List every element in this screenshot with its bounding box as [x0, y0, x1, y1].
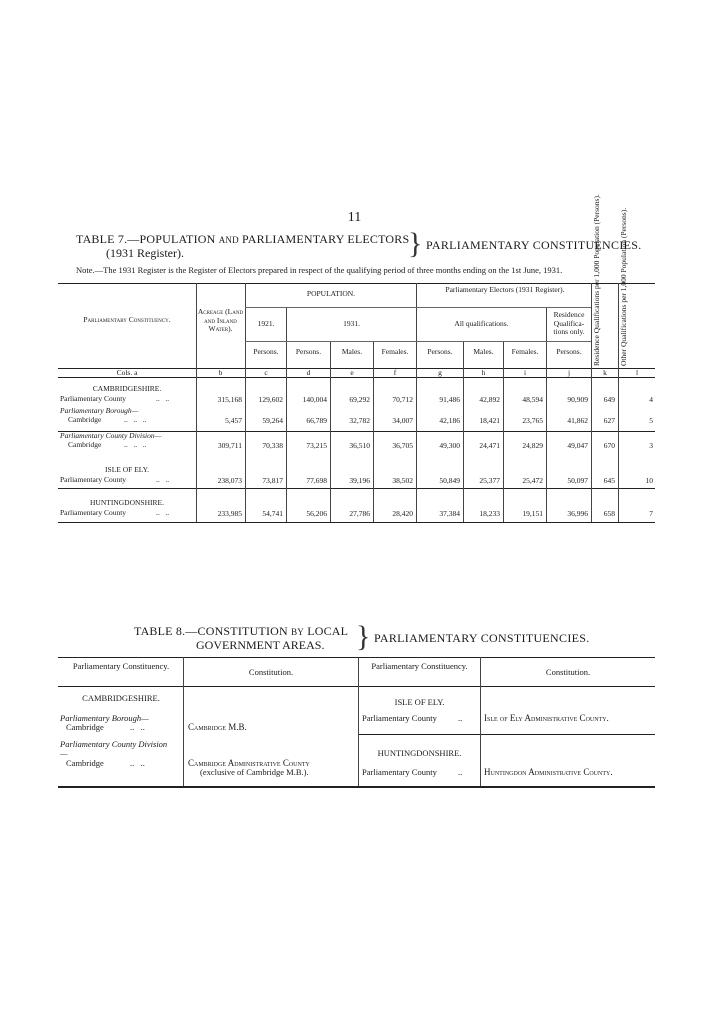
table7-cell: 24,471 — [479, 441, 500, 450]
table7-col-rule — [416, 283, 417, 522]
table8-heading: CAMBRIDGESHIRE. — [82, 693, 160, 703]
table7-title-sub: (1931 Register). — [106, 246, 184, 260]
row-prefix: Parliamentary Borough— — [60, 406, 139, 415]
table7-cell: 25,472 — [522, 476, 543, 485]
col-letter: f — [393, 368, 397, 377]
table7-cell: 34,007 — [392, 416, 413, 425]
table8-division-name: Cambridge — [66, 758, 104, 768]
table8-borough-constitution: Cambridge M.B. — [188, 722, 247, 732]
table7-cell: 39,196 — [349, 476, 370, 485]
table7-cell: 238,073 — [217, 476, 242, 485]
table7-cell: 69,292 — [349, 395, 370, 404]
table8-header-constitution: Constitution. — [248, 667, 294, 677]
table7-group-rule — [58, 488, 655, 489]
table7-cell: 73,215 — [306, 441, 327, 450]
table7-cell: 36,510 — [349, 441, 370, 450]
table7-cell: 36,705 — [392, 441, 413, 450]
table7-bottom-rule — [58, 522, 655, 523]
header-year-1921: 1921. — [257, 319, 275, 328]
header-constituency: Parliamentary Constituency. — [83, 315, 171, 324]
table7-cell: 91,486 — [439, 395, 460, 404]
col-letter: b — [218, 368, 223, 377]
row-label: Parliamentary County — [60, 475, 127, 484]
table7-title-and: AND — [218, 235, 239, 245]
table7-cell: 10 — [645, 476, 653, 485]
row-label: Cambridge — [68, 415, 102, 424]
header-males: Males. — [473, 347, 494, 356]
table8-heading: ISLE OF ELY. — [394, 697, 445, 707]
header-persons: Persons. — [556, 347, 582, 356]
page-number: 11 — [347, 210, 362, 225]
table7-cell: 24,829 — [522, 441, 543, 450]
table8-title-right: PARLIAMENTARY CONSTITUENCIES. — [374, 631, 590, 645]
table8-borough-name: Cambridge — [66, 722, 104, 732]
table7-note: Note.—The 1931 Register is the Register of Electors prepared in respect of the qualifying period of three months ending on the 1st June, 1931. — [76, 265, 563, 275]
table8-division-constitution: Cambridge Administrative County — [188, 758, 310, 768]
table8-top-rule — [58, 657, 655, 658]
col-letter: d — [306, 368, 311, 377]
table7-cell: 90,909 — [567, 395, 588, 404]
table7-cell: 42,186 — [439, 416, 460, 425]
table8-title-sub: GOVERNMENT AREAS. — [196, 638, 325, 652]
table7-cell: 49,047 — [567, 441, 588, 450]
col-letter: k — [603, 368, 607, 377]
table8-header-constituency: Parliamentary Constituency. — [371, 661, 468, 671]
table8-col-rule — [358, 657, 359, 786]
leader-dots: .. .. — [130, 758, 145, 768]
table7-cell: 59,264 — [262, 416, 283, 425]
table7-cell: 645 — [603, 476, 615, 485]
table7-cell: 77,698 — [306, 476, 327, 485]
table7-cell: 32,782 — [349, 416, 370, 425]
header-acreage: Acreage (Land and Inland Water). — [197, 307, 244, 333]
table7-cell: 3 — [649, 441, 653, 450]
header-males: Males. — [341, 347, 363, 356]
table7-title-prefix: TABLE 7.—POPULATION — [76, 232, 216, 246]
table7-cell: 28,420 — [392, 509, 413, 518]
table7-cell: 50,097 — [567, 476, 588, 485]
table7-title — [76, 232, 409, 247]
col-letter: i — [523, 368, 527, 377]
table7-cell: 7 — [649, 509, 653, 518]
row-label: Cambridge — [68, 440, 102, 449]
header-year-1931: 1931. — [343, 319, 360, 328]
table7-cell: 42,892 — [479, 395, 500, 404]
group-heading: ISLE OF ELY. — [105, 465, 149, 474]
header-residence: Residence Qualifica-tions only. — [553, 310, 585, 336]
table7-cell: 49,300 — [439, 441, 460, 450]
table7-cell: 5 — [649, 416, 653, 425]
table7-cell: 41,862 — [567, 416, 588, 425]
header-col-k: Residence Qualifications per 1,000 Population (Persons). — [592, 194, 601, 366]
table8-borough-prefix: Parliamentary Borough— — [60, 713, 149, 723]
leader-dots: .. .. — [156, 508, 170, 517]
table7-cell: 649 — [603, 395, 615, 404]
table8-bottom-rule — [58, 786, 655, 788]
table7-cell: 670 — [603, 441, 615, 450]
table7-sub-rule — [245, 307, 416, 308]
table7-cell: 19,151 — [522, 509, 543, 518]
table7-cell: 233,985 — [217, 509, 242, 518]
table7-sub-rule — [416, 307, 591, 308]
table7-cell: 38,502 — [392, 476, 413, 485]
table7-cell: 73,817 — [262, 476, 283, 485]
table7-sub-rule — [245, 341, 591, 342]
leader-dots: .. .. — [156, 394, 170, 403]
table7-cell: 70,712 — [392, 395, 413, 404]
table8-title-prefix: TABLE 8.—CONSTITUTION — [134, 624, 288, 638]
table7-cell: 5,457 — [225, 416, 242, 425]
table8-heading: HUNTINGDONSHIRE. — [377, 748, 462, 758]
col-letter: h — [481, 368, 486, 377]
group-heading: CAMBRIDGESHIRE. — [92, 384, 162, 393]
table7-cell: 309,711 — [217, 441, 242, 450]
table7-cell: 70,338 — [262, 441, 283, 450]
group-heading: HUNTINGDONSHIRE. — [90, 498, 164, 507]
row-label: Parliamentary County — [60, 508, 127, 517]
col-letter: g — [438, 368, 442, 377]
table7-cell: 56,206 — [306, 509, 327, 518]
table8-title-by: BY — [291, 627, 304, 637]
table7-cell: 54,741 — [262, 509, 283, 518]
table8-hunts-constitution: Huntingdon Administrative County. — [484, 767, 613, 777]
header-electors: Parliamentary Electors (1931 Register). — [445, 285, 565, 294]
table7-cell: 627 — [603, 416, 615, 425]
table8-header-constituency: Parliamentary Constituency. — [72, 661, 170, 671]
col-letter: Cols. a — [116, 368, 138, 377]
col-letter: l — [635, 368, 639, 377]
header-persons: Persons. — [253, 347, 279, 356]
table7-title-right: PARLIAMENTARY CONSTITUENCIES. — [426, 238, 642, 252]
table7-title-rest: PARLIAMENTARY ELECTORS — [242, 232, 410, 246]
leader-dots: .. .. — [156, 475, 170, 484]
leader-dots: .. .. .. — [124, 415, 147, 424]
table7-cell: 18,421 — [479, 416, 500, 425]
table7-cell: 658 — [603, 509, 615, 518]
header-females: Females. — [381, 347, 409, 356]
table7-cell: 140,004 — [302, 395, 327, 404]
table7-cell: 23,765 — [522, 416, 543, 425]
brace-icon: } — [408, 227, 423, 260]
table7-top-rule — [58, 283, 655, 284]
table8-header-rule — [58, 686, 655, 687]
table7-cell: 129,602 — [258, 395, 283, 404]
table7-cell: 48,594 — [522, 395, 543, 404]
leader-dots: .. .. .. — [124, 440, 147, 449]
table7-cell: 25,377 — [479, 476, 500, 485]
header-persons: Persons. — [427, 347, 453, 356]
col-letter: e — [350, 368, 354, 377]
table7-cell: 66,789 — [306, 416, 327, 425]
table7-cell: 36,996 — [567, 509, 588, 518]
brace-icon: } — [356, 620, 371, 653]
table7-cell: 4 — [649, 395, 653, 404]
table7-cell: 50,849 — [439, 476, 460, 485]
row-label: Parliamentary County — [60, 394, 127, 403]
leader-dots: .. — [458, 713, 463, 723]
table8-ely-label: Parliamentary County — [362, 713, 437, 723]
leader-dots: .. .. — [130, 722, 145, 732]
table7-cell: 27,786 — [349, 509, 370, 518]
header-all-qualifications: All qualifications. — [454, 319, 509, 328]
table7-cell: 18,233 — [479, 509, 500, 518]
table7-cell: 315,168 — [217, 395, 242, 404]
col-letter: j — [567, 368, 571, 377]
table7-cell: 37,384 — [439, 509, 460, 518]
table8-division-constitution-note: (exclusive of Cambridge M.B.). — [200, 767, 309, 777]
header-population: POPULATION. — [306, 289, 356, 298]
table8-header-constitution: Constitution. — [545, 667, 591, 677]
table7-col-rule — [546, 307, 547, 522]
table8-title-local: LOCAL — [307, 624, 349, 638]
table8-division-prefix: Parliamentary County Division— — [60, 739, 168, 758]
header-females: Females. — [511, 347, 539, 356]
table8-title — [134, 624, 348, 639]
table8-mid-rule — [358, 734, 655, 735]
header-persons: Persons. — [295, 347, 322, 356]
header-col-l: Other Qualifications per 1,000 Population (Persons). — [619, 207, 628, 366]
row-prefix: Parliamentary County Division— — [60, 431, 162, 440]
table8-ely-constitution: Isle of Ely Administrative County. — [484, 713, 609, 723]
col-letter: c — [264, 368, 268, 377]
table7-col-rule — [286, 307, 287, 522]
leader-dots: .. — [458, 767, 463, 777]
table8-hunts-label: Parliamentary County — [362, 767, 437, 777]
